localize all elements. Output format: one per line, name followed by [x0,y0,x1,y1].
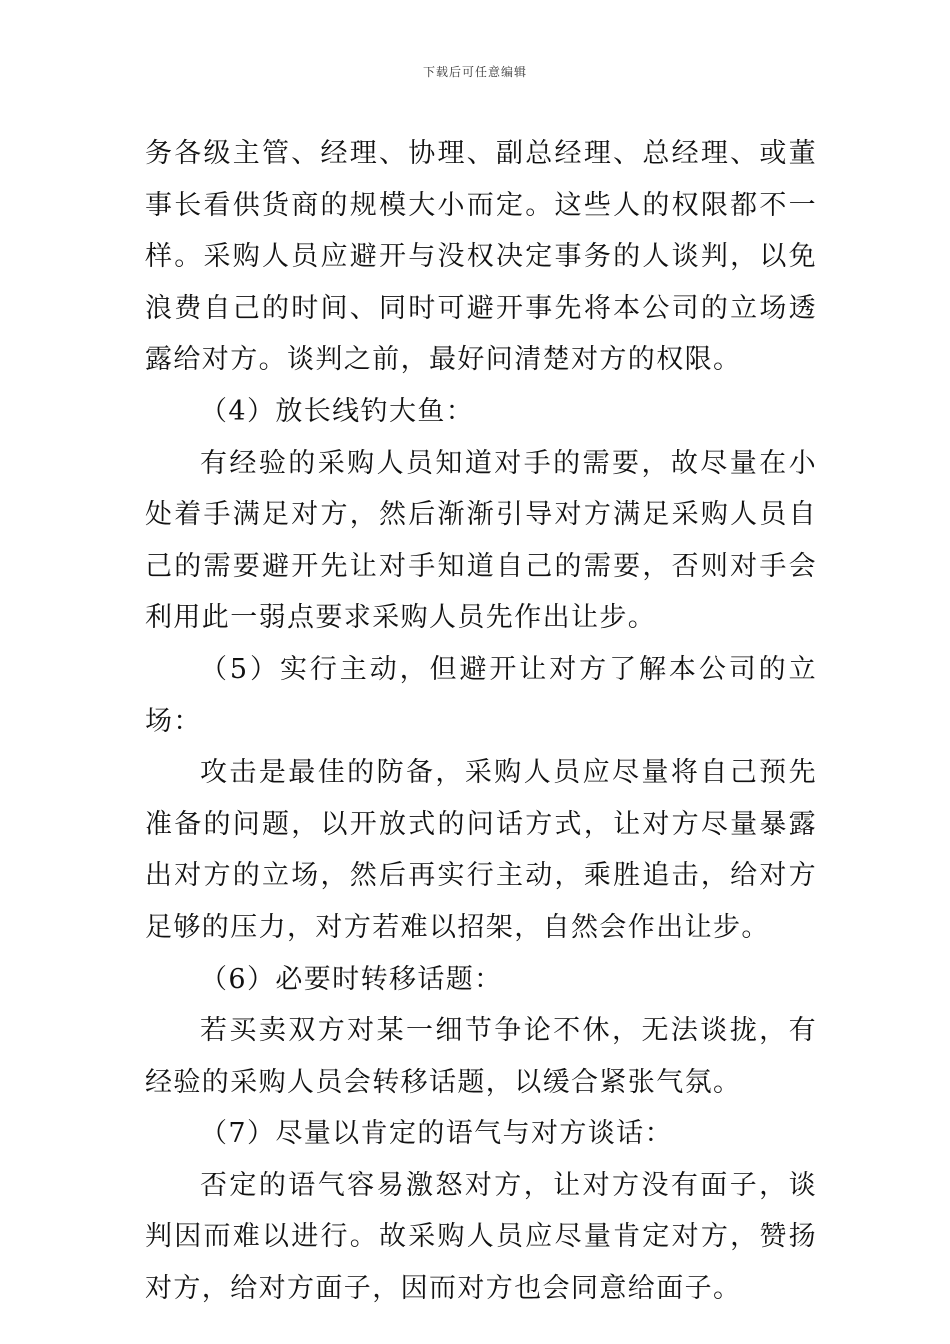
paragraph-item-6: 若买卖双方对某一细节争论不休，无法谈拢，有经验的采购人员会转移话题，以缓合紧张气氛。 [145,1015,817,1098]
subheading-item-4: （4）放长线钓大鱼： [200,395,475,427]
document-body [145,128,817,1315]
page-header: 下载后可任意编辑 [422,65,527,79]
paragraph-item-7: 否定的语气容易激怒对方，让对方没有面子，谈判因而难以进行。故采购人员应尽量肯定对方，赞扬对方，给对方面子，因而对方也会同意给面子。 [145,1169,817,1305]
subheading-item-5: （5）实行主动，但避开让对方了解本公司的立场： [145,653,817,737]
subheading-item-6: （6）必要时转移话题： [200,963,503,995]
paragraph-continuation: 务各级主管、经理、协理、副总经理、总经理、或董事长看供货商的规模大小而定。这些人的权限都不一样。采购人员应避开与没权决定事务的人谈判，以免浪费自己的时间、同时可避开事先将本公司的立场透露给对方。谈判之前，最好问清楚对方的权限。 [145,138,817,376]
paragraph-item-5: 攻击是最佳的防备，采购人员应尽量将自己预先准备的问题，以开放式的问话方式，让对方尽量暴露出对方的立场，然后再实行主动，乘胜追击，给对方足够的压力，对方若难以招架，自然会作出让步。 [145,757,817,943]
subheading-item-7: （7）尽量以肯定的语气与对方谈话： [200,1118,673,1150]
paragraph-item-4: 有经验的采购人员知道对手的需要，故尽量在小处着手满足对方，然后渐渐引导对方满足采购人员自己的需要避开先让对手知道自己的需要，否则对手会利用此一弱点要求采购人员先作出让步。 [145,447,817,634]
